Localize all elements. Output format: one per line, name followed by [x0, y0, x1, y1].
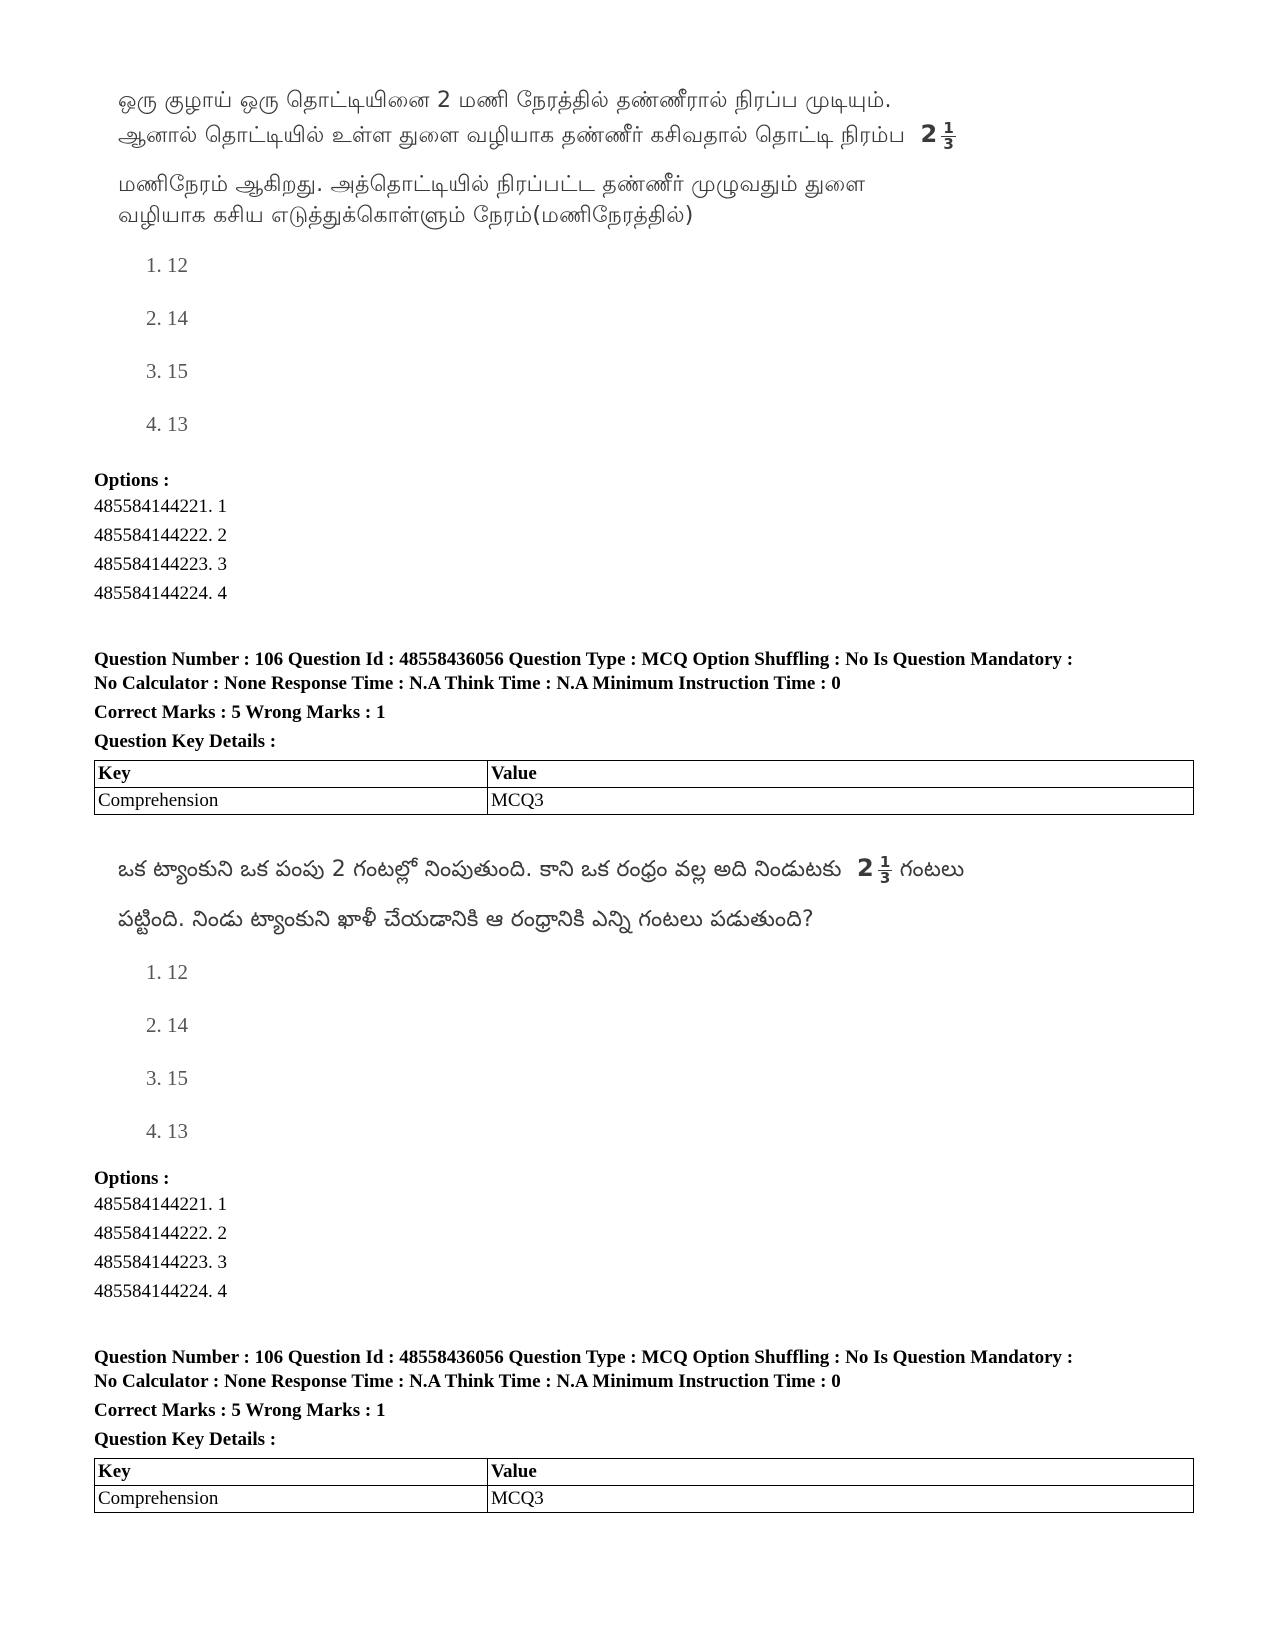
mixed-fraction	[941, 118, 956, 153]
mixed-fraction	[878, 852, 893, 887]
fraction-denominator: 3	[879, 868, 891, 887]
fraction-numerator: 1	[879, 852, 891, 871]
meta-line-2: No Calculator : None Response Time : N.A Think Time : N.A Minimum Instruction Time : 0	[94, 1371, 841, 1392]
table-row	[95, 788, 1194, 815]
question-meta	[94, 1346, 1194, 1454]
option-item: 485584144222. 2	[94, 1223, 227, 1244]
question-image-telugu	[110, 840, 1190, 1145]
key-details-heading: Question Key Details :	[94, 1429, 277, 1450]
option-item: 485584144222. 2	[94, 525, 227, 546]
marks-line: Correct Marks : 5 Wrong Marks : 1	[94, 1400, 386, 1421]
table-header-key: Key	[95, 1459, 488, 1486]
meta-line-1: Question Number : 106 Question Id : 48558436056 Question Type : MCQ Option Shuffling : No Is Question Mandatory :	[94, 649, 1074, 670]
answer-choice: 3. 15	[146, 359, 188, 383]
question-meta	[94, 648, 1194, 756]
answer-choice: 4. 13	[146, 1119, 188, 1143]
question-text-line-2	[118, 120, 956, 152]
table-cell-key: Comprehension	[95, 1486, 488, 1513]
mixed-fraction-whole: 2	[920, 120, 938, 148]
option-item: 485584144221. 1	[94, 496, 227, 517]
question-image-tamil	[110, 80, 1190, 460]
table-header-value: Value	[488, 1459, 1194, 1486]
options-block	[94, 470, 1194, 608]
answer-choice: 1. 12	[146, 960, 188, 984]
question-text-line-2-text: ஆனால் தொட்டியில் உள்ள துளை வழியாக தண்ணீர் கசிவதால் தொட்டி நிரம்ப	[118, 123, 906, 148]
answer-choice: 2. 14	[146, 1013, 188, 1037]
fraction-numerator: 1	[943, 118, 954, 137]
mixed-fraction-whole: 2	[856, 854, 874, 882]
table-cell-value: MCQ3	[488, 1486, 1194, 1513]
option-item: 485584144221. 1	[94, 1194, 227, 1215]
meta-line-1: Question Number : 106 Question Id : 48558436056 Question Type : MCQ Option Shuffling : No Is Question Mandatory :	[94, 1347, 1074, 1368]
table-cell-value: MCQ3	[488, 788, 1194, 815]
answer-choice: 1. 12	[146, 253, 188, 277]
options-heading: Options :	[94, 1168, 170, 1189]
answer-choice: 3. 15	[146, 1066, 188, 1090]
question-text-line-1-text: ఒక ట్యాంకుని ఒక పంపు 2 గంటల్లో నింపుతుంది. కాని ఒక రంధ్రం వల్ల అది నిండుటకు	[118, 857, 842, 882]
option-item: 485584144223. 3	[94, 1252, 227, 1273]
option-item: 485584144224. 4	[94, 583, 227, 604]
answer-choice: 2. 14	[146, 306, 188, 330]
table-header-value: Value	[488, 761, 1194, 788]
question-text-line-1: ஒரு குழாய் ஒரு தொட்டியினை 2 மணி நேரத்தில் தண்ணீரால் நிரப்ப முடியும்.	[118, 88, 892, 113]
options-heading: Options :	[94, 470, 170, 491]
key-details-heading: Question Key Details :	[94, 731, 277, 752]
answer-choice: 4. 13	[146, 412, 188, 436]
option-item: 485584144223. 3	[94, 554, 227, 575]
meta-line-2: No Calculator : None Response Time : N.A Think Time : N.A Minimum Instruction Time : 0	[94, 673, 841, 694]
question-text-line-4: வழியாக கசிய எடுத்துக்கொள்ளும் நேரம்(மணிநேரத்தில்)	[118, 203, 694, 228]
key-value-table	[94, 1458, 1194, 1513]
table-header-key: Key	[95, 761, 488, 788]
table-cell-key: Comprehension	[95, 788, 488, 815]
fraction-denominator: 3	[943, 134, 954, 153]
options-block	[94, 1168, 1194, 1306]
question-text-line-3: மணிநேரம் ஆகிறது. அத்தொட்டியில் நிரப்பட்ட தண்ணீர் முழுவதும் துளை	[118, 172, 866, 197]
question-text-line-1	[118, 854, 964, 887]
option-item: 485584144224. 4	[94, 1281, 227, 1302]
table-header-row	[95, 761, 1194, 788]
marks-line: Correct Marks : 5 Wrong Marks : 1	[94, 702, 386, 723]
question-text-line-2: పట్టింది. నిండు ట్యాంకుని ఖాళీ చేయడానికి ఆ రంధ్రానికి ఎన్ని గంటలు పడుతుంది?	[118, 907, 814, 932]
table-header-row	[95, 1459, 1194, 1486]
table-row	[95, 1486, 1194, 1513]
question-text-line-1-tail: గంటలు	[899, 857, 965, 882]
key-value-table	[94, 760, 1194, 815]
